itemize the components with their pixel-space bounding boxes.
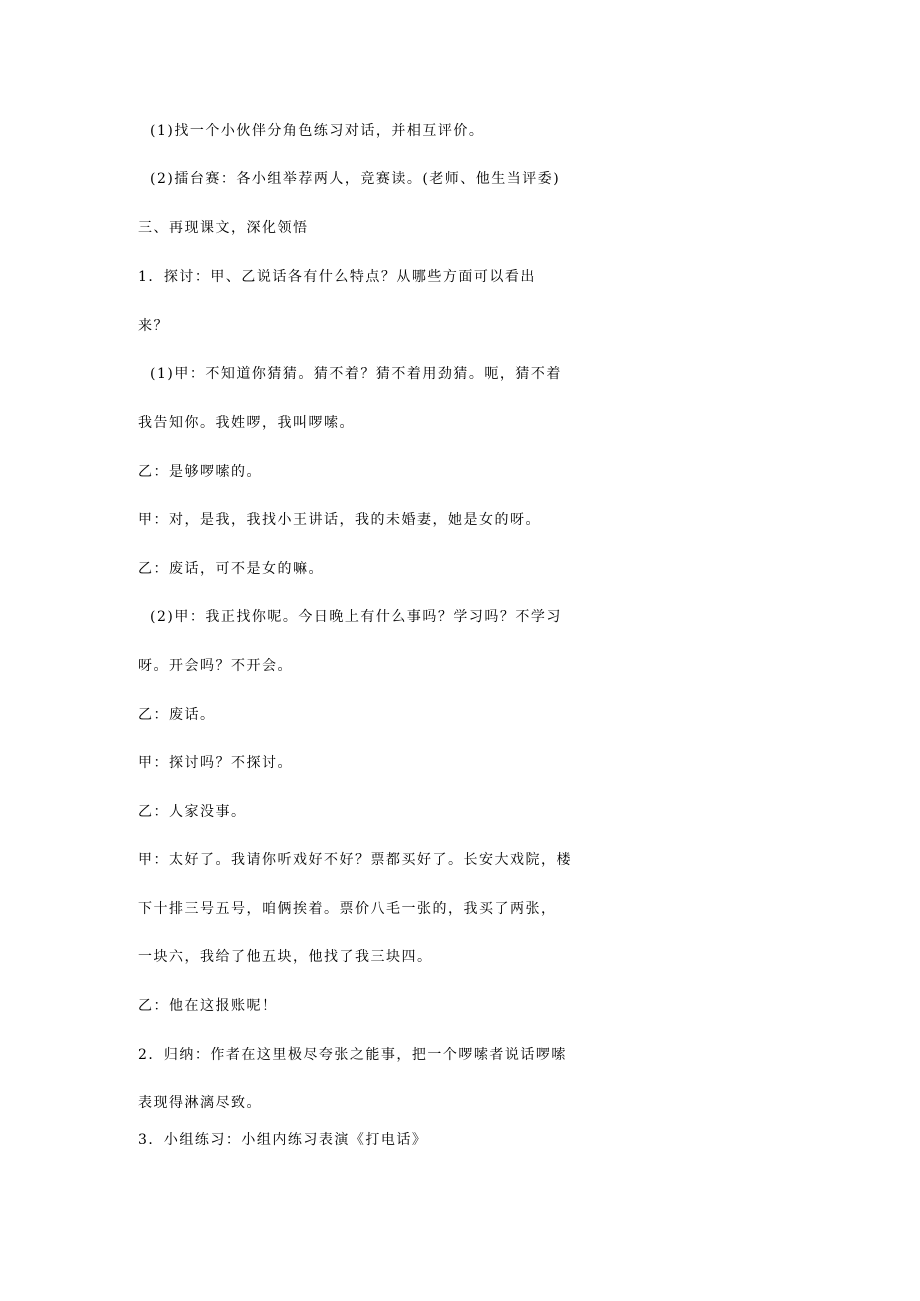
text-line: (2)擂台赛：各小组举荐两人，竞赛读。(老师、他生当评委): [150, 171, 561, 187]
text-line: (2)甲：我正找你呢。今日晚上有什么事吗？学习吗？不学习: [150, 609, 562, 625]
text-line: 2．归纳：作者在这里极尽夸张之能事，把一个啰嗦者说话啰嗦: [138, 1047, 567, 1063]
text-line: 甲：探讨吗？不探讨。: [138, 755, 293, 771]
text-line: 下十排三号五号，咱俩挨着。票价八毛一张的，我买了两张，: [138, 901, 557, 917]
text-line: 呀。开会吗？不开会。: [138, 658, 293, 674]
text-line: 来？: [138, 318, 169, 334]
text-line: 一块六，我给了他五块，他找了我三块四。: [138, 949, 433, 965]
text-line: 乙：是够啰嗦的。: [138, 464, 262, 480]
text-line: 表现得淋漓尽致。: [138, 1095, 262, 1111]
text-line: 乙：人家没事。: [138, 804, 247, 820]
text-line: 1．探讨：甲、乙说话各有什么特点？从哪些方面可以看出: [138, 269, 536, 285]
text-line: 我告知你。我姓啰，我叫啰嗦。: [138, 415, 355, 431]
text-line: 乙：废话。: [138, 707, 216, 723]
section-heading: 三、再现课文，深化领悟: [138, 220, 309, 236]
text-line: 乙：废话，可不是女的嘛。: [138, 561, 324, 577]
text-line: (1)甲：不知道你猜猜。猜不着？猜不着用劲猜。呃，猜不着: [150, 366, 562, 382]
text-line: 甲：对，是我，我找小王讲话，我的未婚妻，她是女的呀。: [138, 512, 541, 528]
text-line: (1)找一个小伙伴分角色练习对话，并相互评价。: [150, 123, 485, 139]
text-line: 3．小组练习：小组内练习表演《打电话》: [138, 1132, 428, 1148]
text-line: 乙：他在这报账呢！: [138, 998, 278, 1014]
text-line: 甲：太好了。我请你听戏好不好？票都买好了。长安大戏院，楼: [138, 852, 572, 868]
